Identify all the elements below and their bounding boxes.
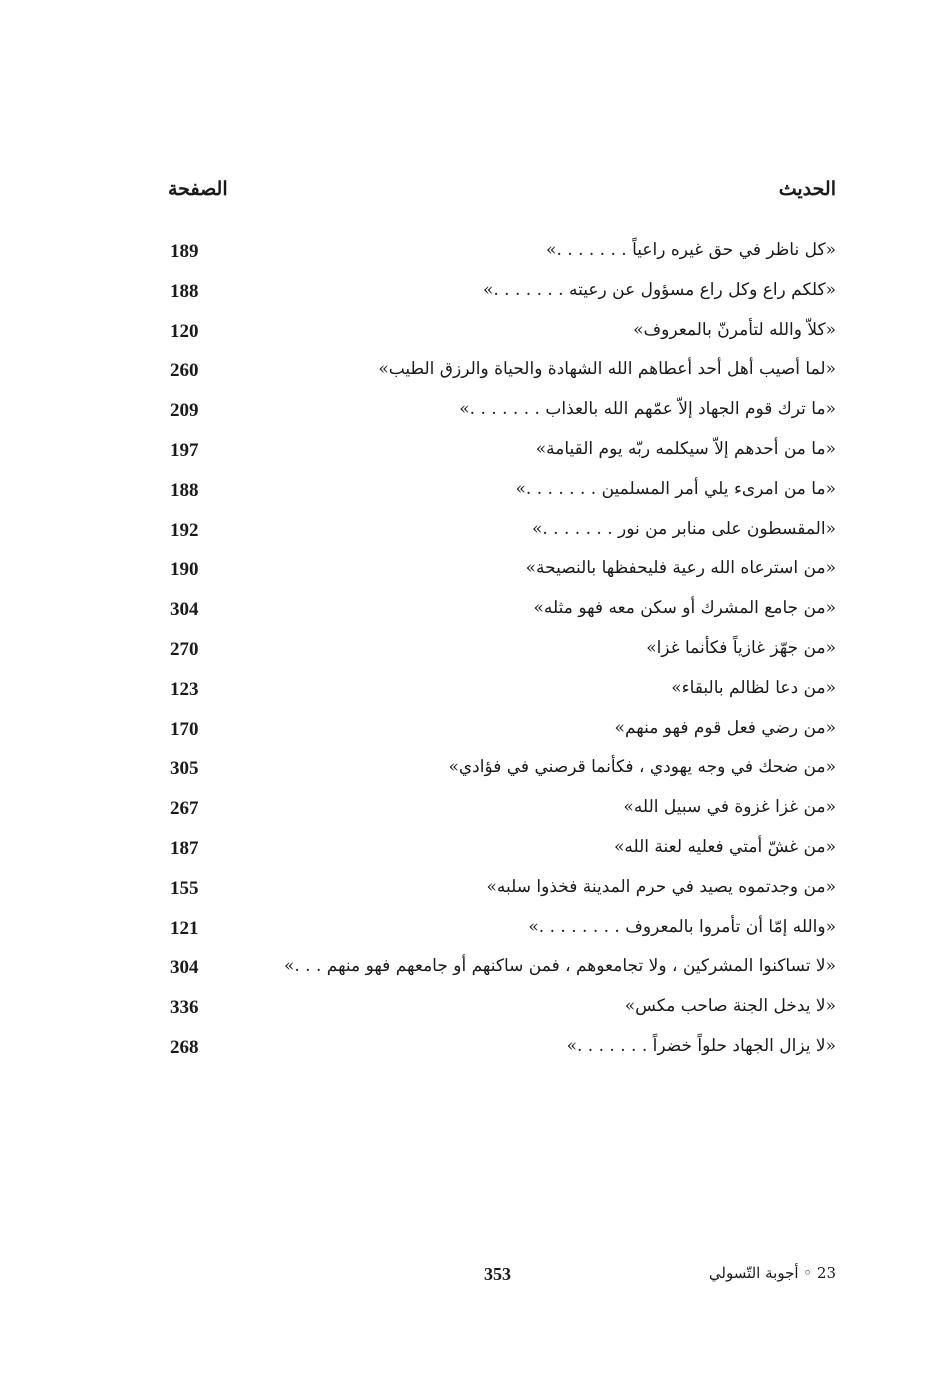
hadith-text: «كل ناظر في حق غيره راعياً . . . . . . .» — [546, 240, 836, 260]
hadith-index-list — [160, 236, 836, 1072]
index-row — [160, 1032, 836, 1072]
hadith-text: «من رضي فعل قوم فهو منهم» — [614, 717, 836, 738]
index-row — [160, 992, 836, 1032]
hadith-text: «والله إمّا أن تأمروا بالمعروف . . . . . . . .» — [528, 916, 836, 937]
hadith-text: «من دعا لظالم بالبقاء» — [671, 677, 836, 698]
page-reference: 336 — [170, 997, 199, 1019]
hadith-text: «لا يزال الجهاد حلواً خضراً . . . . . . .» — [566, 1035, 836, 1056]
hadith-text: «من جامع المشرك أو سكن معه فهو مثله» — [533, 598, 836, 619]
page-reference: 190 — [170, 559, 199, 581]
hadith-text: «كلكم راع وكل راع مسؤول عن رعيته . . . . . . .» — [482, 279, 836, 300]
signature-mark: 23 ◦ أجوبة التّسولي — [708, 1264, 836, 1282]
index-row — [160, 634, 836, 674]
page-reference: 188 — [170, 479, 199, 501]
hadith-text: «لا تساكنوا المشركين ، ولا تجامعوهم ، فمن ساكنهم أو جامعهم فهو منهم . . .» — [283, 956, 836, 977]
hadith-column-heading: الحديث — [778, 178, 836, 200]
index-row — [160, 435, 836, 475]
page-reference: 121 — [170, 917, 199, 939]
index-row — [160, 316, 836, 356]
page-reference: 189 — [170, 241, 199, 262]
hadith-text: «لا يدخل الجنة صاحب مكس» — [624, 996, 836, 1017]
page-column-heading: الصفحة — [168, 178, 228, 200]
page-reference: 187 — [170, 837, 199, 859]
page-reference: 197 — [170, 439, 199, 461]
hadith-text: «كلاّ والله لتأمرنّ بالمعروف» — [633, 319, 836, 340]
index-row — [160, 554, 836, 594]
page-reference: 170 — [170, 718, 199, 740]
index-row — [160, 952, 836, 992]
index-row — [160, 753, 836, 793]
index-row — [160, 594, 836, 634]
index-row — [160, 475, 836, 515]
page-reference: 270 — [170, 638, 199, 660]
page-reference: 123 — [170, 678, 199, 700]
index-row — [160, 793, 836, 833]
index-row — [160, 395, 836, 435]
hadith-text: «ما من أحدهم إلاّ سيكلمه ربّه يوم القيامة» — [535, 438, 836, 459]
page-footer — [160, 1264, 836, 1294]
hadith-text: «من جهّز غازياً فكأنما غزا» — [646, 637, 836, 658]
page-reference: 304 — [170, 957, 199, 979]
page-reference: 305 — [170, 758, 199, 780]
page-reference: 120 — [170, 320, 199, 342]
index-row — [160, 515, 836, 555]
hadith-text: «ما من امرىء يلي أمر المسلمين . . . . . . .» — [515, 478, 836, 499]
page-reference: 267 — [170, 798, 199, 820]
index-header — [160, 178, 836, 212]
index-row — [160, 674, 836, 714]
hadith-text: «من غشّ أمتي فعليه لعنة الله» — [613, 836, 836, 857]
page-reference: 155 — [170, 877, 199, 899]
page-reference: 209 — [170, 400, 199, 422]
index-row — [160, 236, 836, 276]
index-row — [160, 714, 836, 754]
index-row — [160, 833, 836, 873]
hadith-text: «من ضحك في وجه يهودي ، فكأنما قرصني في فؤادي» — [448, 757, 836, 778]
hadith-text: «من استرعاه الله رعية فليحفظها بالنصيحة» — [525, 558, 836, 579]
index-row — [160, 276, 836, 316]
hadith-text: «لما أصيب أهل أحد أعطاهم الله الشهادة والحياة والرزق الطيب» — [378, 359, 836, 380]
page-reference: 304 — [170, 599, 199, 621]
index-row — [160, 913, 836, 953]
hadith-text: «من وجدتموه يصيد في حرم المدينة فخذوا سلبه» — [486, 876, 836, 897]
hadith-text: «المقسطون على منابر من نور . . . . . . .» — [531, 518, 836, 539]
page-reference: 268 — [170, 1036, 199, 1058]
page-reference: 260 — [170, 360, 199, 382]
index-row — [160, 355, 836, 395]
page-reference: 192 — [170, 519, 199, 541]
hadith-text: «من غزا غزوة في سبيل الله» — [623, 797, 836, 818]
hadith-text: «ما ترك قوم الجهاد إلاّ عمّهم الله بالعذاب . . . . . . .» — [459, 399, 836, 420]
index-row — [160, 873, 836, 913]
page-number: 353 — [484, 1264, 511, 1284]
page-reference: 188 — [170, 280, 199, 302]
